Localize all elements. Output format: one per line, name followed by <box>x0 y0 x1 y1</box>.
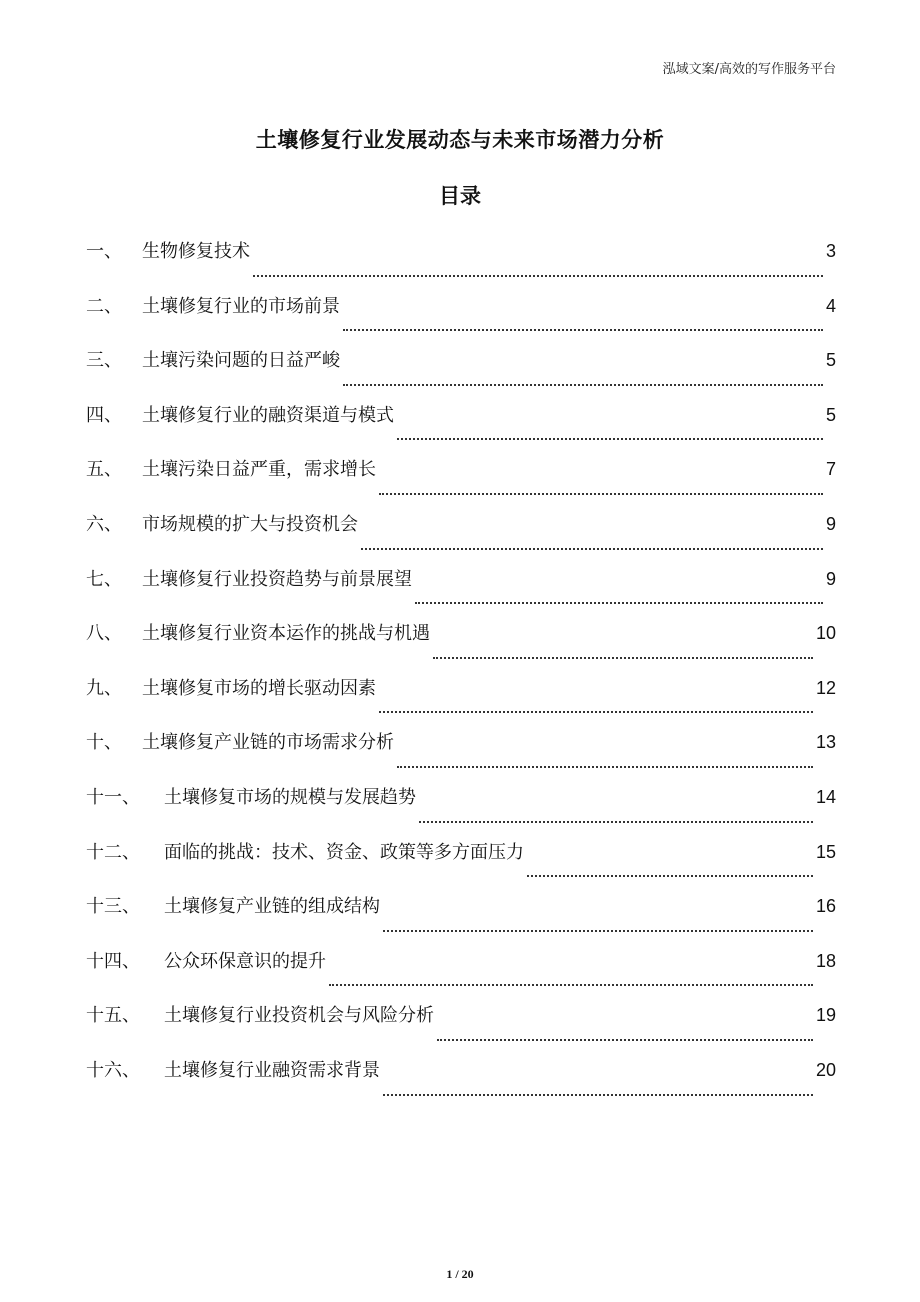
toc-entry-title: 土壤修复市场的规模与发展趋势 <box>164 786 416 808</box>
toc-entry[interactable] <box>86 727 836 782</box>
toc-entry-number: 十、 <box>86 732 122 754</box>
toc-entry-title: 土壤污染日益严重，需求增长 <box>142 459 376 481</box>
toc-entry-number: 十一、 <box>86 786 140 808</box>
toc-dot-leader <box>383 1093 813 1096</box>
toc-entry[interactable] <box>86 400 836 455</box>
toc-entry[interactable] <box>86 891 836 946</box>
toc-entry-title: 土壤污染问题的日益严峻 <box>142 350 340 372</box>
toc-entry-number: 六、 <box>86 513 122 535</box>
toc-dot-leader <box>415 601 823 604</box>
toc-dot-leader <box>527 874 813 877</box>
toc-entry-number: 三、 <box>86 350 122 372</box>
toc-entry-page: 12 <box>815 677 836 698</box>
table-of-contents <box>86 236 836 1110</box>
toc-dot-leader <box>419 820 813 823</box>
toc-entry-page: 3 <box>825 241 836 261</box>
toc-entry-number: 十六、 <box>86 1059 140 1081</box>
toc-entry[interactable] <box>86 1000 836 1055</box>
toc-entry-title: 土壤修复产业链的组成结构 <box>164 896 380 918</box>
toc-entry[interactable] <box>86 946 836 1001</box>
toc-entry-number: 十四、 <box>86 950 140 972</box>
toc-entry[interactable] <box>86 782 836 837</box>
toc-entry-page: 9 <box>825 513 836 534</box>
toc-dot-leader <box>361 547 823 550</box>
toc-entry[interactable] <box>86 837 836 892</box>
toc-entry-title: 面临的挑战：技术、资金、政策等多方面压力 <box>164 841 524 863</box>
toc-dot-leader <box>343 328 823 331</box>
toc-entry-title: 土壤修复产业链的市场需求分析 <box>142 732 394 754</box>
toc-entry-page: 19 <box>815 1005 836 1026</box>
toc-entry-page: 7 <box>825 459 836 480</box>
toc-entry-number: 五、 <box>86 459 122 481</box>
toc-entry-page: 14 <box>815 786 836 807</box>
toc-entry-number: 四、 <box>86 404 122 426</box>
toc-entry-title: 土壤修复行业投资机会与风险分析 <box>164 1005 434 1027</box>
document-title: 土壤修复行业发展动态与未来市场潜力分析 <box>255 128 665 152</box>
toc-entry-number: 一、 <box>86 241 122 262</box>
header-brand: 泓域文案/高效的写作服务平台 <box>662 62 836 77</box>
toc-entry-number: 十五、 <box>86 1005 140 1027</box>
toc-dot-leader <box>437 1038 813 1041</box>
toc-entry-page: 5 <box>825 350 836 371</box>
toc-heading: 目录 <box>439 184 481 208</box>
toc-entry-page: 15 <box>815 841 836 862</box>
toc-entry-title: 公众环保意识的提升 <box>164 950 326 972</box>
toc-dot-leader <box>343 383 823 386</box>
toc-entry-title: 市场规模的扩大与投资机会 <box>142 513 358 535</box>
toc-entry-number: 十三、 <box>86 896 140 918</box>
toc-entry-page: 10 <box>815 623 836 644</box>
toc-dot-leader <box>379 710 813 713</box>
toc-entry-number: 七、 <box>86 568 122 590</box>
toc-dot-leader <box>433 656 813 659</box>
toc-entry-page: 4 <box>825 295 836 316</box>
toc-entry-number: 二、 <box>86 295 122 317</box>
toc-entry-page: 9 <box>825 568 836 589</box>
toc-entry[interactable] <box>86 509 836 564</box>
toc-entry-page: 13 <box>815 732 836 753</box>
toc-entry-title: 土壤修复行业的市场前景 <box>142 295 340 317</box>
toc-entry[interactable] <box>86 673 836 728</box>
toc-dot-leader <box>397 765 813 768</box>
toc-entry-number: 十二、 <box>86 841 140 863</box>
toc-entry-page: 5 <box>825 404 836 425</box>
toc-entry-number: 八、 <box>86 623 122 645</box>
toc-dot-leader <box>329 983 813 986</box>
toc-dot-leader <box>383 929 813 932</box>
toc-entry-title: 土壤修复行业融资需求背景 <box>164 1059 380 1081</box>
toc-entry[interactable] <box>86 564 836 619</box>
toc-entry-page: 16 <box>815 896 836 917</box>
toc-entry-title: 土壤修复市场的增长驱动因素 <box>142 677 376 699</box>
toc-entry[interactable] <box>86 454 836 509</box>
toc-entry[interactable] <box>86 1055 836 1110</box>
toc-dot-leader <box>397 437 823 440</box>
toc-entry-number: 九、 <box>86 677 122 699</box>
toc-entry[interactable] <box>86 618 836 673</box>
toc-entry[interactable] <box>86 236 836 291</box>
toc-entry-title: 土壤修复行业投资趋势与前景展望 <box>142 568 412 590</box>
toc-dot-leader <box>379 492 823 495</box>
toc-entry-title: 生物修复技术 <box>142 241 250 262</box>
toc-dot-leader <box>253 274 823 277</box>
toc-entry-page: 18 <box>815 950 836 971</box>
toc-entry[interactable] <box>86 345 836 400</box>
page-number-footer: 1 / 20 <box>446 1267 474 1281</box>
toc-entry-title: 土壤修复行业资本运作的挑战与机遇 <box>142 623 430 645</box>
toc-entry[interactable] <box>86 291 836 346</box>
toc-entry-page: 20 <box>815 1059 836 1080</box>
toc-entry-title: 土壤修复行业的融资渠道与模式 <box>142 404 394 426</box>
